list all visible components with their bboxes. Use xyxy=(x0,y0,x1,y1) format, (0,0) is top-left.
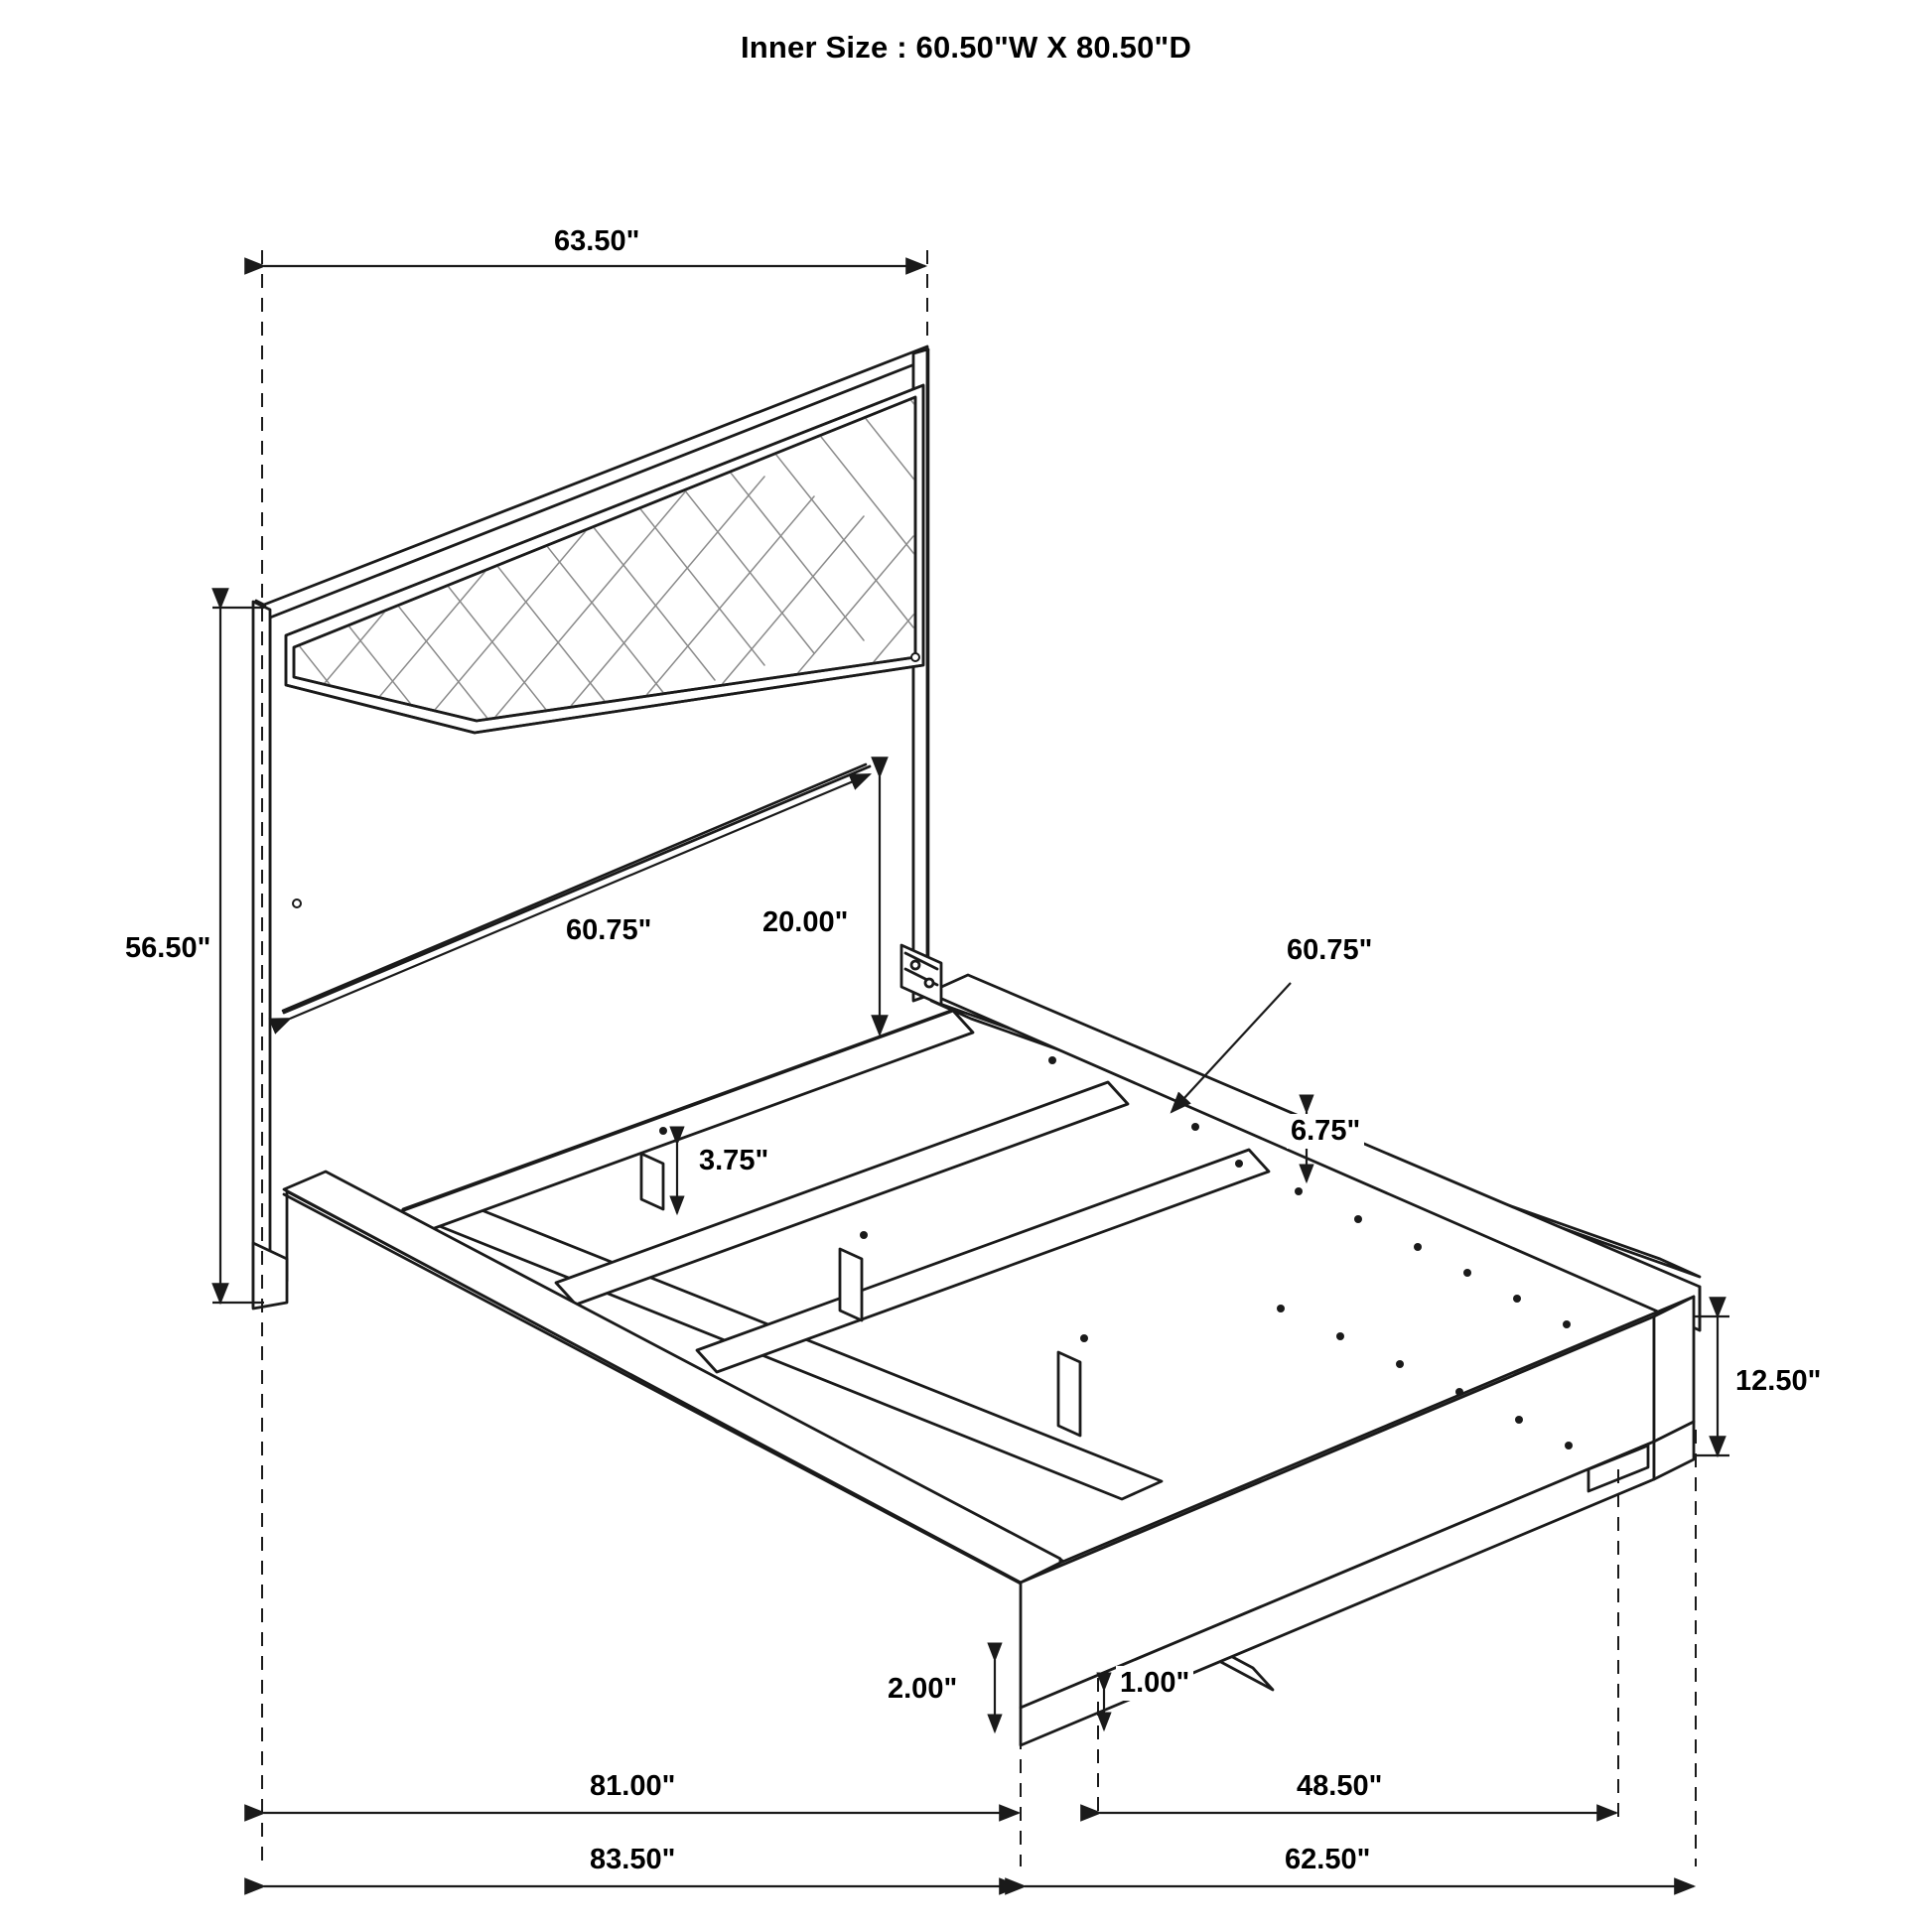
dim-overall-length: 83.50" xyxy=(586,1843,679,1877)
page-title: Inner Size : 60.50"W X 80.50"D xyxy=(740,30,1192,65)
dim-footboard-depth: 48.50" xyxy=(1293,1769,1386,1804)
dim-headboard-clearance: 20.00" xyxy=(759,905,852,940)
dim-footboard-height: 12.50" xyxy=(1731,1364,1825,1399)
dim-foot-reveal: 1.00" xyxy=(1116,1666,1193,1701)
dim-headboard-panel-width: 60.75" xyxy=(562,913,655,948)
dim-center-leg-height: 3.75" xyxy=(695,1144,772,1178)
dim-footboard-base-gap: 2.00" xyxy=(884,1672,961,1707)
dim-slat-span: 60.75" xyxy=(1283,933,1376,968)
dim-overall-height: 56.50" xyxy=(121,931,214,966)
dim-frame-length: 81.00" xyxy=(586,1769,679,1804)
dim-overall-depth: 62.50" xyxy=(1281,1843,1374,1877)
dim-rail-height: 6.75" xyxy=(1287,1114,1364,1149)
dim-headboard-width: 63.50" xyxy=(550,224,643,259)
